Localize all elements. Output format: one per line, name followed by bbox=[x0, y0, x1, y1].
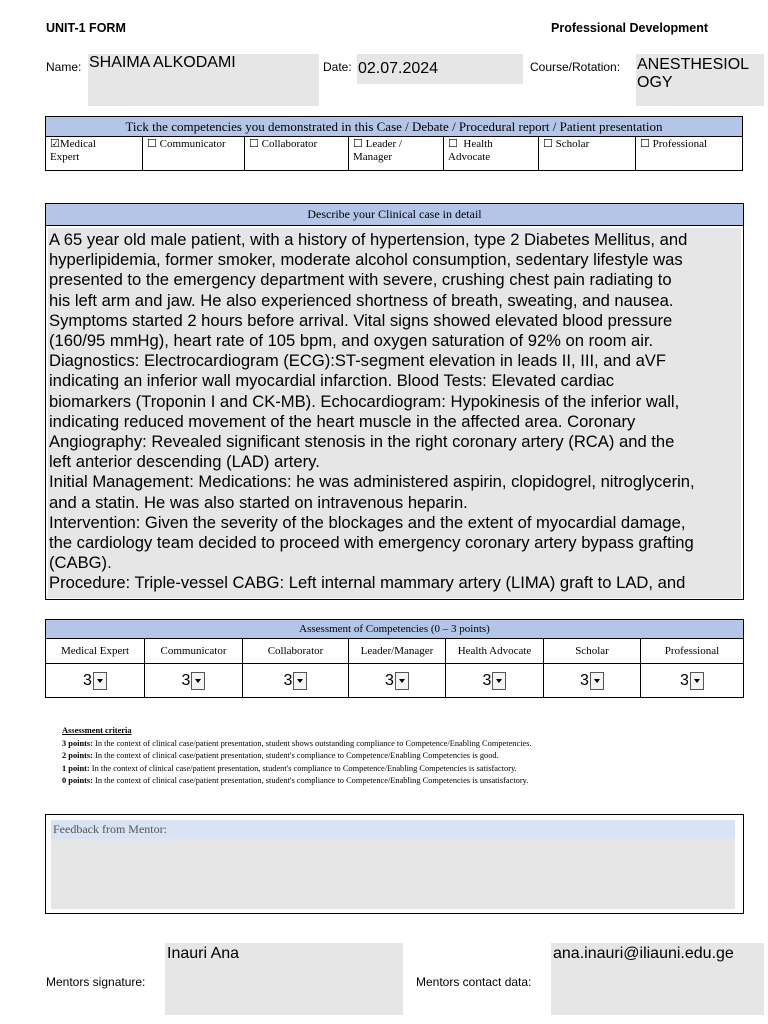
score-select-collaborator[interactable] bbox=[284, 672, 308, 690]
date-field[interactable] bbox=[357, 54, 523, 84]
competency-label: Scholar bbox=[555, 138, 590, 150]
feedback-label: Feedback from Mentor: bbox=[51, 820, 735, 839]
competency-label: Medical bbox=[59, 138, 96, 150]
score-select-communicator[interactable] bbox=[182, 672, 206, 690]
competencies-title: Tick the competencies you demonstrated in this Case / Debate / Procedural report / Patient presentation bbox=[46, 117, 743, 137]
assessment-col-health-advocate: Health Advocate bbox=[446, 639, 544, 664]
chevron-down-icon[interactable] bbox=[293, 672, 307, 690]
case-text-line: presented to the emergency department with severe, crushing chest pain radiating to bbox=[49, 270, 672, 290]
chevron-down-icon[interactable] bbox=[93, 672, 107, 690]
score-value: 3 bbox=[580, 671, 589, 689]
signature-value: Inauri Ana bbox=[167, 945, 240, 962]
assessment-col-collaborator: Collaborator bbox=[243, 639, 349, 664]
criteria-title: Assessment criteria bbox=[62, 726, 132, 735]
clinical-case-title: Describe your Clinical case in detail bbox=[46, 204, 743, 226]
case-text-line: indicating reduced movement of the heart muscle in the affected area. Coronary bbox=[49, 411, 636, 431]
feedback-textarea[interactable] bbox=[51, 839, 735, 909]
checkbox-icon[interactable]: ☐ bbox=[543, 138, 553, 150]
competencies-table bbox=[45, 116, 743, 171]
case-text-line: hyperlipidemia, former smoker, moderate alcohol consumption, sedentary lifestyle was bbox=[49, 250, 683, 270]
case-text-line: left anterior descending (LAD) artery. bbox=[49, 452, 320, 472]
course-value-line1: ANESTHESIOL bbox=[637, 56, 750, 73]
competency-medical-expert[interactable] bbox=[46, 137, 143, 171]
clinical-case-textarea[interactable] bbox=[48, 228, 741, 598]
criteria-row bbox=[62, 738, 752, 751]
date-label: Date: bbox=[323, 60, 352, 74]
chevron-down-icon[interactable] bbox=[690, 672, 704, 690]
contact-value: ana.inauri@iliauni.edu.ge bbox=[553, 945, 734, 962]
competency-scholar[interactable] bbox=[539, 137, 636, 171]
name-label: Name: bbox=[46, 60, 82, 74]
contact-label: Mentors contact data: bbox=[416, 975, 532, 989]
chevron-down-icon[interactable] bbox=[395, 672, 409, 690]
score-select-scholar[interactable] bbox=[580, 672, 604, 690]
competency-label: Health bbox=[463, 138, 493, 150]
case-text-line: Intervention: Given the severity of the blockages and the extent of myocardial damage, bbox=[49, 512, 686, 532]
competency-label: Communicator bbox=[159, 138, 226, 150]
competency-communicator[interactable] bbox=[143, 137, 245, 171]
criteria-label: 1 point: bbox=[62, 763, 90, 773]
checkbox-icon[interactable]: ☐ bbox=[249, 138, 259, 150]
score-value: 3 bbox=[680, 671, 689, 689]
case-text-line: and a statin. He was also started on intravenous heparin. bbox=[49, 492, 468, 512]
course-label: Course/Rotation: bbox=[530, 60, 621, 74]
criteria-text: In the context of clinical case/patient presentation, student shows outstanding compliance to Competence/Enabling Competencies. bbox=[95, 738, 532, 748]
feedback-box bbox=[45, 814, 744, 914]
checkbox-icon[interactable]: ☐ bbox=[448, 138, 458, 150]
competency-label: Professional bbox=[652, 138, 708, 150]
case-text-line: (160/95 mmHg), heart rate of 105 bpm, and oxygen saturation of 92% on room air. bbox=[49, 331, 654, 351]
competency-health-advocate[interactable] bbox=[444, 137, 539, 171]
score-value: 3 bbox=[482, 671, 492, 689]
criteria-text: In the context of clinical case/patient presentation, student's compliance to Competence/Enabling Competencies is good. bbox=[95, 751, 499, 760]
assessment-col-professional: Professional bbox=[641, 639, 744, 664]
case-text-line: indicating an inferior wall myocardial infarction. Blood Tests: Elevated cardiac bbox=[49, 371, 615, 391]
competency-label: Leader / bbox=[365, 138, 402, 150]
contact-field[interactable] bbox=[551, 943, 764, 1015]
criteria-label: 2 points: bbox=[62, 751, 93, 760]
competency-label: Manager bbox=[353, 151, 393, 163]
case-text-line: Diagnostics: Electrocardiogram (ECG):ST-segment elevation in leads II, III, and aVF bbox=[49, 351, 666, 371]
competency-professional[interactable] bbox=[636, 137, 743, 171]
score-value: 3 bbox=[283, 671, 293, 689]
course-field[interactable] bbox=[636, 54, 764, 106]
case-text-line: biomarkers (Troponin I and CK-MB). Echocardiogram: Hypokinesis of the inferior wall, bbox=[49, 391, 680, 411]
case-text-line: Procedure: Triple-vessel CABG: Left internal mammary artery (LIMA) graft to LAD, and bbox=[49, 573, 686, 593]
case-text-line: Initial Management: Medications: he was administered aspirin, clopidogrel, nitroglycerin, bbox=[49, 472, 695, 492]
criteria-text: In the context of clinical case/patient presentation, student's compliance to Competence/Enabling Competencies is unsatisfactory. bbox=[95, 776, 529, 785]
checkbox-icon[interactable]: ☐ bbox=[353, 138, 363, 150]
checkbox-icon[interactable]: ☐ bbox=[147, 138, 157, 150]
date-value: 02.07.2024 bbox=[358, 60, 439, 77]
criteria-text: In the context of clinical case/patient presentation, student's compliance to Competence/Enabling Competencies is satisfactory. bbox=[91, 763, 517, 773]
case-text-line: (CABG). bbox=[49, 553, 112, 573]
course-value-line2: OGY bbox=[637, 74, 673, 91]
case-text-line: his left arm and jaw. He also experienced shortness of breath, sweating, and nausea. bbox=[49, 290, 674, 310]
assessment-col-medical-expert: Medical Expert bbox=[46, 639, 145, 664]
chevron-down-icon[interactable] bbox=[492, 672, 506, 690]
signature-field[interactable] bbox=[165, 943, 403, 1015]
name-value: SHAIMA ALKODAMI bbox=[89, 54, 236, 71]
criteria-row bbox=[62, 763, 752, 776]
name-field[interactable] bbox=[88, 54, 319, 106]
competency-label: Expert bbox=[50, 151, 80, 163]
criteria-row bbox=[62, 775, 752, 788]
assessment-col-scholar: Scholar bbox=[544, 639, 641, 664]
score-select-leader-manager[interactable] bbox=[385, 672, 409, 690]
case-text-line: Symptoms started 2 hours before arrival. Vital signs showed elevated blood pressure bbox=[49, 310, 673, 330]
competency-label: Collaborator bbox=[261, 138, 318, 150]
assessment-title: Assessment of Competencies (0 – 3 points) bbox=[46, 620, 744, 639]
score-value: 3 bbox=[385, 671, 394, 689]
signature-label: Mentors signature: bbox=[46, 975, 146, 989]
assessment-col-communicator: Communicator bbox=[145, 639, 243, 664]
score-select-medical-expert[interactable] bbox=[83, 672, 107, 690]
case-text-line: Angiography: Revealed significant stenosis in the right coronary artery (RCA) and the bbox=[49, 432, 675, 452]
score-select-health-advocate[interactable] bbox=[483, 672, 507, 690]
criteria-label: 0 points: bbox=[62, 776, 93, 785]
score-value: 3 bbox=[181, 671, 191, 689]
clinical-case-box bbox=[45, 203, 744, 600]
criteria-row bbox=[62, 750, 752, 763]
checkbox-checked-icon[interactable]: ☑ bbox=[50, 138, 60, 150]
assessment-criteria bbox=[62, 725, 752, 788]
chevron-down-icon[interactable] bbox=[590, 672, 604, 690]
score-value: 3 bbox=[83, 671, 92, 689]
competency-leader-manager[interactable] bbox=[349, 137, 444, 171]
score-select-professional[interactable] bbox=[680, 672, 704, 690]
case-text-line: the cardiology team decided to proceed with emergency coronary artery bypass grafting bbox=[49, 533, 694, 553]
assessment-col-leader-manager: Leader/Manager bbox=[349, 639, 446, 664]
form-category: Professional Development bbox=[551, 21, 708, 35]
chevron-down-icon[interactable] bbox=[191, 672, 205, 690]
checkbox-icon[interactable]: ☐ bbox=[640, 138, 650, 150]
criteria-label: 3 points: bbox=[62, 738, 93, 748]
competency-label: Advocate bbox=[448, 151, 491, 163]
case-text-line: A 65 year old male patient, with a history of hypertension, type 2 Diabetes Mellitus, and bbox=[49, 230, 688, 249]
form-title: UNIT-1 FORM bbox=[46, 21, 126, 35]
competency-collaborator[interactable] bbox=[245, 137, 349, 171]
assessment-table bbox=[45, 619, 744, 698]
